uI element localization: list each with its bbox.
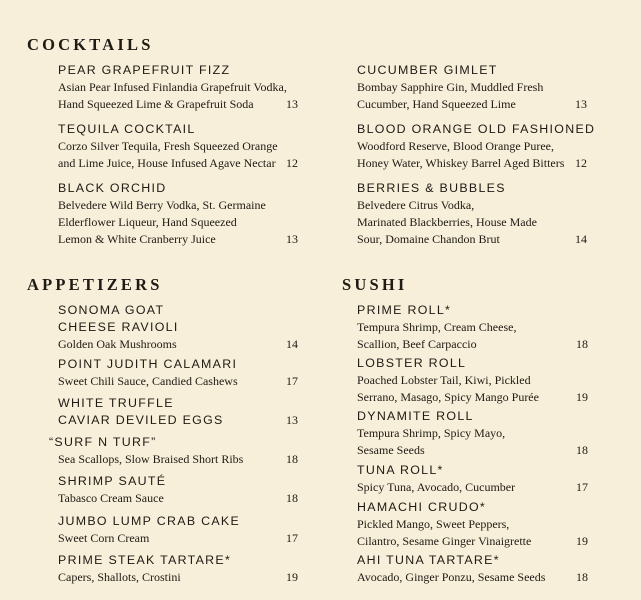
menu-item <box>357 62 543 113</box>
menu-item <box>58 62 287 113</box>
menu-item <box>58 302 179 353</box>
item-name: BLACK ORCHID <box>58 181 167 195</box>
item-description: Spicy Tuna, Avocado, Cucumber <box>357 480 516 494</box>
item-name: JUMBO LUMP CRAB CAKE <box>58 514 241 528</box>
item-name: POINT JUDITH CALAMARI <box>58 357 238 371</box>
item-name: DYNAMITE ROLL <box>357 409 474 423</box>
item-description: Avocado, Ginger Ponzu, Sesame Seeds <box>357 570 546 584</box>
menu-item <box>357 355 539 406</box>
item-price: 17 <box>286 531 298 545</box>
menu-item <box>58 356 238 390</box>
item-description: Sweet Chili Sauce, Candied Cashews <box>58 374 238 388</box>
item-description: Marinated Blackberries, House Made <box>357 215 537 229</box>
menu-item <box>58 552 231 586</box>
item-description: Sesame Seeds <box>357 443 425 457</box>
item-name: TEQUILA COCKTAIL <box>58 122 196 136</box>
item-price: 12 <box>575 156 587 170</box>
item-price: 14 <box>286 337 298 351</box>
item-price: 18 <box>576 337 588 351</box>
menu-item <box>357 302 516 353</box>
item-description: Scallion, Beef Carpaccio <box>357 337 477 351</box>
item-name: CUCUMBER GIMLET <box>357 63 498 77</box>
item-description: Lemon & White Cranberry Juice <box>58 232 216 246</box>
item-description: Poached Lobster Tail, Kiwi, Pickled <box>357 373 531 387</box>
item-description: Tempura Shrimp, Cream Cheese, <box>357 320 517 334</box>
item-price: 13 <box>286 413 298 427</box>
item-name: BERRIES & BUBBLES <box>357 181 506 195</box>
item-description: Honey Water, Whiskey Barrel Aged Bitters <box>357 156 565 170</box>
menu-item <box>49 434 243 468</box>
item-description: Belvedere Wild Berry Vodka, St. Germaine <box>58 198 266 212</box>
item-name: TUNA ROLL* <box>357 463 444 477</box>
item-description: Asian Pear Infused Finlandia Grapefruit Vodka, <box>58 80 287 94</box>
item-price: 19 <box>286 570 298 584</box>
item-price: 17 <box>286 374 298 388</box>
menu-item <box>58 395 224 429</box>
item-name: CHEESE RAVIOLI <box>58 320 179 334</box>
item-description: Belvedere Citrus Vodka, <box>357 198 475 212</box>
menu-item <box>357 499 531 550</box>
item-price: 13 <box>575 97 587 111</box>
item-description: Golden Oak Mushrooms <box>58 337 177 351</box>
menu-item <box>357 121 595 172</box>
cocktails-heading: COCKTAILS <box>27 35 154 54</box>
item-price: 18 <box>576 570 588 584</box>
item-description: Sour, Domaine Chandon Brut <box>357 232 500 246</box>
item-description: Corzo Silver Tequila, Fresh Squeezed Orange <box>58 139 278 153</box>
item-name: BLOOD ORANGE OLD FASHIONED <box>357 122 596 136</box>
item-price: 13 <box>286 97 298 111</box>
item-name: PRIME STEAK TARTARE* <box>58 553 232 567</box>
item-price: 18 <box>286 452 298 466</box>
item-price: 18 <box>286 491 298 505</box>
item-price: 19 <box>576 534 588 548</box>
menu-item <box>58 513 240 547</box>
item-description: Pickled Mango, Sweet Peppers, <box>357 517 510 531</box>
item-name: PRIME ROLL* <box>357 303 452 317</box>
item-price: 18 <box>576 443 588 457</box>
item-price: 13 <box>286 232 298 246</box>
item-description: Tabasco Cream Sauce <box>58 491 164 505</box>
item-name: AHI TUNA TARTARE* <box>357 553 500 567</box>
item-description: Elderflower Liqueur, Hand Squeezed <box>58 215 237 229</box>
menu-item <box>58 180 266 248</box>
item-name: SONOMA GOAT <box>58 303 165 317</box>
item-price: 12 <box>286 156 298 170</box>
item-description: Serrano, Masago, Spicy Mango Purée <box>357 390 539 404</box>
item-description: Cucumber, Hand Squeezed Lime <box>357 97 516 111</box>
item-description: Hand Squeezed Lime & Grapefruit Soda <box>58 97 254 111</box>
item-description: Tempura Shrimp, Spicy Mayo, <box>357 426 506 440</box>
item-price: 17 <box>576 480 588 494</box>
item-description: Sea Scallops, Slow Braised Short Ribs <box>58 452 244 466</box>
item-description: Cilantro, Sesame Ginger Vinaigrette <box>357 534 532 548</box>
item-description: Bombay Sapphire Gin, Muddled Fresh <box>357 80 544 94</box>
item-description: Sweet Corn Cream <box>58 531 150 545</box>
item-price: 19 <box>576 390 588 404</box>
menu-item <box>357 408 505 459</box>
menu-item <box>58 121 278 172</box>
menu-item <box>58 473 166 507</box>
appetizers-heading: APPETIZERS <box>27 275 163 294</box>
menu-item <box>357 462 515 496</box>
item-name: WHITE TRUFFLE <box>58 396 174 410</box>
item-price: 14 <box>575 232 587 246</box>
item-description: and Lime Juice, House Infused Agave Nectar <box>58 156 276 170</box>
item-name: CAVIAR DEVILED EGGS <box>58 413 224 427</box>
item-name: SHRIMP SAUTÉ <box>58 474 167 488</box>
item-name: PEAR GRAPEFRUIT FIZZ <box>58 63 231 77</box>
item-name: “SURF N TURF” <box>49 435 157 449</box>
sushi-heading: SUSHI <box>342 275 408 294</box>
item-name: LOBSTER ROLL <box>357 356 467 370</box>
item-description: Capers, Shallots, Crostini <box>58 570 181 584</box>
menu-item <box>357 180 537 248</box>
menu-item <box>357 552 545 586</box>
item-name: HAMACHI CRUDO* <box>357 500 487 514</box>
item-description: Woodford Reserve, Blood Orange Puree, <box>357 139 554 153</box>
